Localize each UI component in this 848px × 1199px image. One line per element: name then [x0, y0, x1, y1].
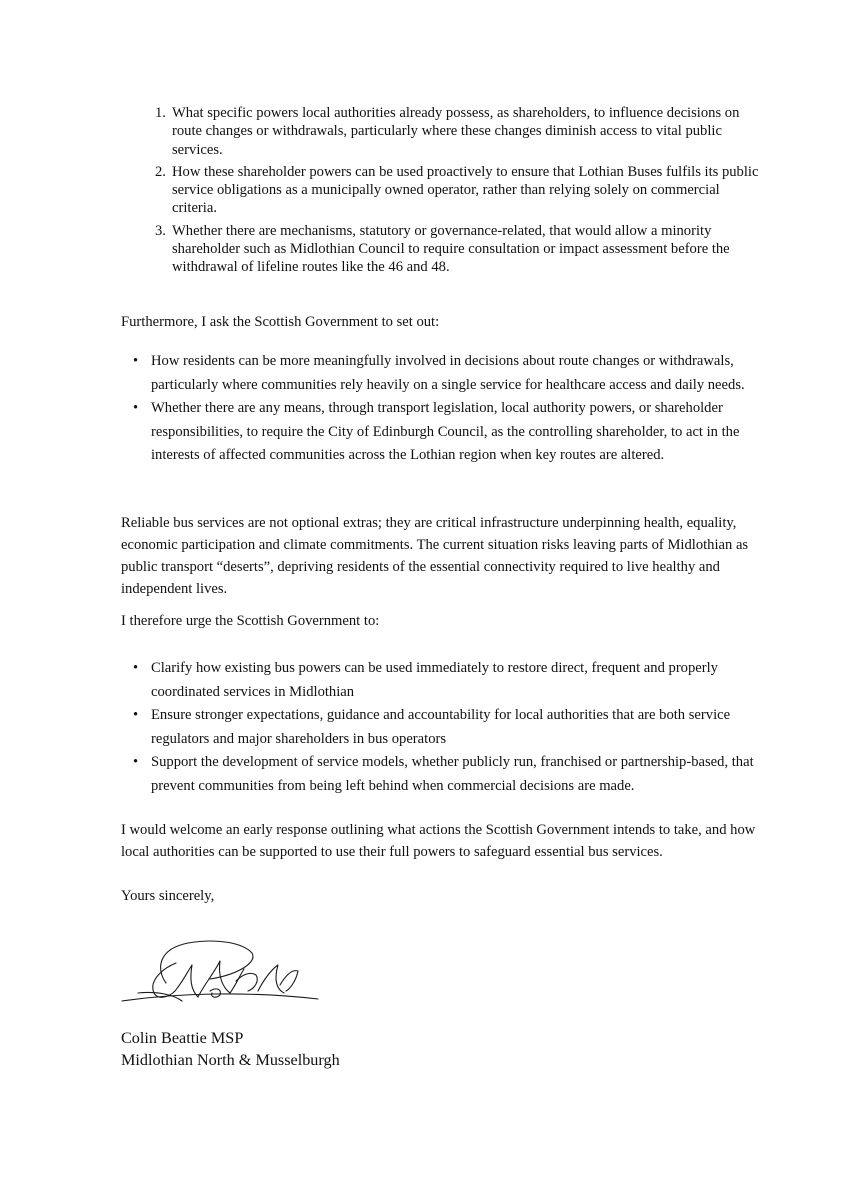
- question-item: [155, 222, 765, 277]
- question-number: 3.: [155, 222, 166, 239]
- signatory-constituency: Midlothian North & Musselburgh: [121, 1051, 340, 1069]
- list-item-text: Whether there are any means, through transport legislation, local authority powers, or shareholder responsibilities, to require the City of Edinburgh Council, as the controlling shareholder, to act in the interests of affected communities across the Lothian region when key routes are altered.: [151, 400, 740, 463]
- question-item: [155, 163, 765, 218]
- question-number: 2.: [155, 163, 166, 180]
- list-item-text: How residents can be more meaningfully involved in decisions about route changes or withdrawals, particularly where communities rely heavily on a single service for healthcare access and daily needs.: [151, 353, 745, 393]
- question-number: 1.: [155, 105, 166, 121]
- list-item: [133, 350, 773, 397]
- question-item: [155, 104, 765, 159]
- closing-paragraph: I would welcome an early response outlining what actions the Scottish Government intends to take, and how local authorities can be supported to use their full powers to safeguard essential bus services.: [121, 822, 756, 860]
- bullet-marker: •: [133, 754, 139, 770]
- list-item: [133, 657, 773, 704]
- list-item-text: Ensure stronger expectations, guidance and accountability for local authorities that are both service regulators and major shareholders in bus operators: [151, 707, 731, 747]
- furthermore-intro: Furthermore, I ask the Scottish Government to set out:: [121, 314, 440, 330]
- signatory-name: Colin Beattie MSP: [121, 1029, 244, 1047]
- sign-off: Yours sincerely,: [121, 888, 215, 904]
- signatory-block: [121, 1027, 340, 1071]
- question-text: How these shareholder powers can be used proactively to ensure that Lothian Buses fulfils its public service obligations as a municipally owned operator, rather than relying solely on commercial criteria.: [172, 163, 759, 217]
- question-text: Whether there are mechanisms, statutory or governance-related, that would allow a minority shareholder such as Midlothian Council to require consultation or impact assessment before the withdrawal of lifeline routes like the 46 and 48.: [172, 222, 730, 276]
- list-item: [133, 751, 773, 798]
- list-item: [133, 704, 773, 751]
- bullet-marker: •: [133, 400, 139, 416]
- handwritten-signature: [118, 935, 328, 1015]
- reliable-services-paragraph: Reliable bus services are not optional extras; they are critical infrastructure underpinning health, equality, economic participation and climate commitments. The current situation risks leaving parts of Midlothian as public transport “deserts”, depriving residents of the essential connectivity required to live healthy and independent lives.: [121, 515, 749, 597]
- list-item: [133, 397, 773, 468]
- list-item-text: Clarify how existing bus powers can be used immediately to restore direct, frequent and properly coordinated services in Midlothian: [151, 660, 718, 700]
- bullet-marker: •: [133, 660, 139, 676]
- bullet-marker: •: [133, 353, 139, 369]
- shareholder-questions-list: [155, 104, 765, 281]
- question-text: What specific powers local authorities already possess, as shareholders, to influence decisions on route changes or withdrawals, particularly where these changes diminish access to vital public services.: [172, 105, 740, 158]
- urge-intro: I therefore urge the Scottish Government to:: [121, 613, 380, 629]
- furthermore-bullet-list: [133, 350, 773, 468]
- bullet-marker: •: [133, 707, 139, 723]
- urge-bullet-list: [133, 657, 773, 798]
- list-item-text: Support the development of service models, whether publicly run, franchised or partnership-based, that prevent communities from being left behind when commercial decisions are made.: [151, 754, 754, 794]
